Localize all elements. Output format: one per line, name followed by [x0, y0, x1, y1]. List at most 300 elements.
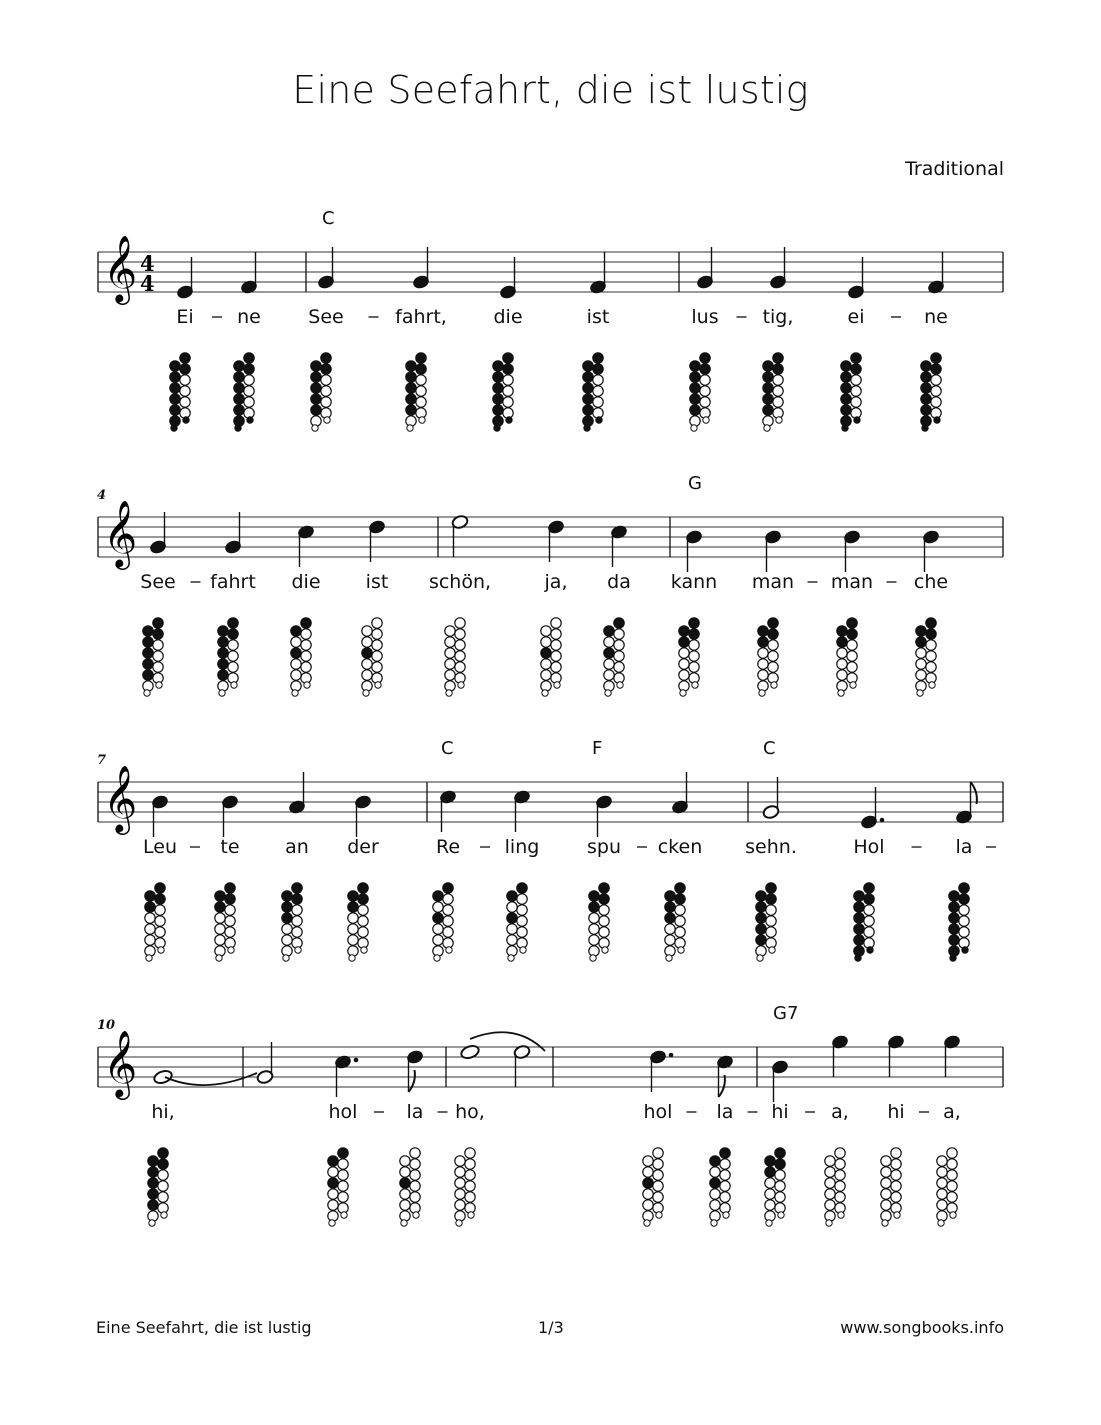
lyric-syllable: Re	[435, 836, 461, 858]
lyric-syllable: hi	[771, 1101, 789, 1123]
fingering-hole	[758, 659, 768, 669]
fingering-hole	[937, 1156, 947, 1166]
fingering-hole	[938, 1220, 944, 1226]
fingering-hole	[143, 626, 153, 636]
fingering-hole	[926, 651, 936, 661]
fingering-hole	[145, 924, 155, 934]
chord-symbol: C	[763, 738, 776, 759]
fingering-hole	[311, 361, 321, 371]
fingering-hole	[666, 955, 672, 961]
fingering-hole	[766, 1220, 772, 1226]
fingering-hole	[282, 913, 292, 923]
fingering-hole	[959, 905, 969, 915]
lyric-syllable: hol	[643, 1101, 673, 1123]
fingering-hole	[443, 916, 453, 926]
fingering-hole	[218, 670, 228, 680]
fingering-hole	[922, 425, 928, 431]
lyric-syllable: See	[308, 306, 344, 328]
fingering-hole	[775, 1159, 785, 1169]
fingering-hole	[950, 1212, 956, 1218]
fingering-hole	[720, 1170, 730, 1180]
fingering-hole	[155, 905, 165, 915]
fingering-hole	[225, 927, 235, 937]
fingering-hole	[362, 659, 372, 669]
fingering-hole	[416, 353, 426, 363]
fingering-hole	[775, 1148, 785, 1158]
fingering-hole	[766, 883, 776, 893]
fingering-hole	[700, 375, 710, 385]
fingering-hole	[690, 394, 700, 404]
fingering-hole	[362, 637, 372, 647]
fingering-hole	[228, 640, 238, 650]
fingering-hole	[183, 417, 189, 423]
fingering-hole	[445, 648, 455, 658]
fingering-hole	[931, 397, 941, 407]
page-number: 1/3	[538, 1318, 564, 1337]
fingering-hole	[143, 670, 153, 680]
fingering-hole	[215, 902, 225, 912]
fingering-hole	[551, 618, 561, 628]
fingering-hole	[842, 425, 848, 431]
fingering-hole	[304, 682, 310, 688]
fingering-hole	[926, 662, 936, 672]
fingering-hole	[653, 1148, 663, 1158]
note-head	[460, 1044, 481, 1060]
fingering-hole	[170, 372, 180, 382]
fingering-hole	[348, 891, 358, 901]
fingering-hole	[921, 383, 931, 393]
chord-symbol: C	[322, 208, 335, 229]
fingering-hole	[675, 916, 685, 926]
fingering-hole	[710, 1178, 720, 1188]
fingering-hole	[468, 1212, 474, 1218]
fingering-hole	[508, 955, 514, 961]
fingering-hole	[931, 353, 941, 363]
fingering-hole	[295, 947, 301, 953]
fingering-hole	[328, 1156, 338, 1166]
fingering-hole	[835, 1159, 845, 1169]
song-title: Eine Seefahrt, die ist lustig	[292, 68, 809, 112]
fingering-hole	[835, 1148, 845, 1158]
fingering-hole	[416, 375, 426, 385]
fingering-hole	[837, 648, 847, 658]
fingering-hole	[328, 1200, 338, 1210]
fingering-hole	[228, 618, 238, 628]
fingering-hole	[493, 361, 503, 371]
fingering-hole	[372, 618, 382, 628]
fingering-hole	[215, 935, 225, 945]
fingering-hole	[503, 397, 513, 407]
fingering-hole	[773, 364, 783, 374]
fingering-hole	[826, 1220, 832, 1226]
chord-symbol: G7	[773, 1003, 799, 1024]
fingering-hole	[665, 902, 675, 912]
fingering-hole	[445, 626, 455, 636]
fingering-hole	[517, 883, 527, 893]
fingering-hole	[720, 1159, 730, 1169]
fingering-hole	[145, 913, 155, 923]
fingering-hole	[864, 883, 874, 893]
fingering-hole	[759, 690, 765, 696]
lyric-syllable: a,	[943, 1101, 961, 1123]
fingering-hole	[292, 916, 302, 926]
fingering-hole	[231, 682, 237, 688]
fingering-hole	[763, 372, 773, 382]
fingering-hole	[926, 640, 936, 650]
fingering-hole	[665, 924, 675, 934]
fingering-hole	[406, 394, 416, 404]
site-url: www.songbooks.info	[840, 1318, 1004, 1337]
fingering-hole	[443, 905, 453, 915]
fingering-hole	[758, 626, 768, 636]
fingering-hole	[854, 935, 864, 945]
fingering-hole	[329, 1220, 335, 1226]
lyric-syllable: la	[955, 836, 973, 858]
fingering-hole	[503, 375, 513, 385]
fingering-hole	[931, 386, 941, 396]
fingering-hole	[583, 361, 593, 371]
fingering-hole	[507, 891, 517, 901]
fingering-hole	[443, 894, 453, 904]
fingering-hole	[158, 1148, 168, 1158]
measure-number: 7	[97, 753, 107, 768]
fingering-hole	[225, 916, 235, 926]
fingering-hole	[949, 891, 959, 901]
fingering-hole	[180, 375, 190, 385]
lyric-syllable: la	[406, 1101, 424, 1123]
fingering-hole	[349, 955, 355, 961]
fingering-hole	[720, 1192, 730, 1202]
lyric-syllable: da	[607, 571, 631, 593]
fingering-hole	[692, 682, 698, 688]
fingering-hole	[234, 383, 244, 393]
fingering-hole	[234, 405, 244, 415]
fingering-hole	[825, 1167, 835, 1177]
fingering-hole	[599, 894, 609, 904]
fingering-hole	[850, 682, 856, 688]
fingering-hole	[234, 372, 244, 382]
lyric-syllable: kann	[670, 571, 718, 593]
fingering-hole	[419, 417, 425, 423]
fingering-hole	[926, 629, 936, 639]
fingering-hole	[292, 927, 302, 937]
lyric-syllable: che	[913, 571, 949, 593]
fingering-hole	[604, 659, 614, 669]
fingering-hole	[768, 618, 778, 628]
fingering-hole	[311, 394, 321, 404]
measure-number: 4	[97, 488, 107, 503]
fingering-hole	[434, 955, 440, 961]
lyric-syllable: Hol	[853, 836, 885, 858]
fingering-hole	[891, 1170, 901, 1180]
fingering-hole	[847, 629, 857, 639]
fingering-hole	[614, 662, 624, 672]
fingering-hole	[881, 1200, 891, 1210]
fingering-hole	[841, 383, 851, 393]
fingering-hole	[321, 397, 331, 407]
fingering-hole	[148, 1200, 158, 1210]
lyric-syllable: tig,	[762, 306, 794, 328]
fingering-hole	[841, 361, 851, 371]
fingering-hole	[155, 916, 165, 926]
fingering-hole	[690, 405, 700, 415]
fingering-hole	[599, 916, 609, 926]
fingering-hole	[756, 902, 766, 912]
lyric-syllable: See	[140, 571, 176, 593]
fingering-hole	[881, 1189, 891, 1199]
fingering-hole	[916, 648, 926, 658]
lyric-syllable: der	[347, 836, 379, 858]
fingering-hole	[959, 894, 969, 904]
fingering-hole	[675, 894, 685, 904]
fingering-hole	[247, 417, 253, 423]
fingering-hole	[605, 690, 611, 696]
fingering-hole	[145, 902, 155, 912]
fingering-hole	[864, 927, 874, 937]
fingering-hole	[763, 361, 773, 371]
fingering-hole	[372, 640, 382, 650]
fingering-hole	[292, 883, 302, 893]
fingering-hole	[493, 405, 503, 415]
lyric-syllable: Leu	[143, 836, 177, 858]
lyric-syllable: Ei	[176, 306, 194, 328]
fingering-hole	[711, 1220, 717, 1226]
lyric-syllable: ling	[504, 836, 540, 858]
fingering-hole	[291, 659, 301, 669]
fingering-hole	[590, 955, 596, 961]
fingering-hole	[881, 1156, 891, 1166]
composer: Traditional	[905, 158, 1004, 180]
fingering-hole	[362, 670, 372, 680]
fingering-hole	[321, 364, 331, 374]
fingering-hole	[757, 955, 763, 961]
fingering-hole	[766, 894, 776, 904]
fingering-hole	[653, 1181, 663, 1191]
fingering-hole	[891, 1181, 901, 1191]
fingering-hole	[917, 690, 923, 696]
fingering-hole	[358, 905, 368, 915]
note-flag	[719, 1075, 725, 1097]
fingering-hole	[153, 640, 163, 650]
fingering-hole	[700, 397, 710, 407]
fingering-hole	[406, 372, 416, 382]
fingering-hole	[507, 935, 517, 945]
fingering-hole	[143, 637, 153, 647]
fingering-hole	[593, 364, 603, 374]
fingering-hole	[155, 927, 165, 937]
lyric-syllable: man	[751, 571, 795, 593]
fingering-hole	[416, 364, 426, 374]
note-dot	[354, 1058, 359, 1063]
fingering-hole	[763, 405, 773, 415]
fingering-hole	[690, 383, 700, 393]
fingering-hole	[851, 386, 861, 396]
fingering-hole	[503, 364, 513, 374]
fingering-hole	[551, 629, 561, 639]
fingering-hole	[445, 637, 455, 647]
lyric-syllable: spu	[586, 836, 622, 858]
fingering-hole	[593, 397, 603, 407]
fingering-hole	[324, 417, 330, 423]
fingering-hole	[283, 955, 289, 961]
fingering-hole	[926, 618, 936, 628]
fingering-hole	[720, 1181, 730, 1191]
fingering-hole	[455, 618, 465, 628]
fingering-hole	[854, 913, 864, 923]
fingering-hole	[765, 1189, 775, 1199]
fingering-hole	[643, 1156, 653, 1166]
fingering-hole	[838, 1212, 844, 1218]
fingering-hole	[851, 375, 861, 385]
fingering-hole	[959, 883, 969, 893]
note-dot	[669, 1053, 674, 1058]
fingering-hole	[835, 1170, 845, 1180]
fingering-hole	[158, 1181, 168, 1191]
fingering-hole	[854, 924, 864, 934]
fingering-hole	[517, 905, 527, 915]
fingering-hole	[947, 1170, 957, 1180]
fingering-hole	[604, 670, 614, 680]
fingering-hole	[881, 1167, 891, 1177]
fingering-hole	[312, 425, 318, 431]
fingering-hole	[416, 397, 426, 407]
fingering-hole	[837, 626, 847, 636]
fingering-hole	[400, 1167, 410, 1177]
lyric-syllable: cken	[657, 836, 703, 858]
note-flag	[971, 782, 977, 804]
fingering-hole	[602, 947, 608, 953]
fingering-hole	[144, 690, 150, 696]
fingering-hole	[921, 361, 931, 371]
fingering-hole	[703, 417, 709, 423]
fingering-hole	[433, 891, 443, 901]
fingering-hole	[171, 425, 177, 431]
fingering-hole	[589, 891, 599, 901]
lyric-syllable: hol	[328, 1101, 358, 1123]
fingering-hole	[599, 883, 609, 893]
fingering-hole	[228, 629, 238, 639]
fingering-hole	[604, 626, 614, 636]
fingering-hole	[665, 935, 675, 945]
fingering-hole	[153, 651, 163, 661]
fingering-hole	[778, 1212, 784, 1218]
fingering-hole	[401, 1220, 407, 1226]
fingering-hole	[765, 1200, 775, 1210]
fingering-hole	[458, 682, 464, 688]
fingering-hole	[851, 353, 861, 363]
fingering-hole	[700, 386, 710, 396]
fingering-hole	[825, 1178, 835, 1188]
fingering-hole	[148, 1178, 158, 1188]
chord-symbol: G	[688, 473, 702, 494]
fingering-hole	[400, 1189, 410, 1199]
fingering-hole	[244, 386, 254, 396]
fingering-hole	[758, 637, 768, 647]
fingering-hole	[763, 394, 773, 404]
fingering-hole	[679, 637, 689, 647]
lyric-syllable: man	[830, 571, 874, 593]
fingering-hole	[851, 397, 861, 407]
treble-clef: 𝄞	[103, 234, 138, 302]
fingering-hole	[228, 947, 234, 953]
fingering-hole	[959, 916, 969, 926]
fingering-hole	[503, 353, 513, 363]
fingering-hole	[689, 651, 699, 661]
lyric-syllable: ne	[924, 306, 948, 328]
fingering-hole	[406, 405, 416, 415]
fingering-hole	[689, 618, 699, 628]
lyric-syllable: die	[291, 571, 321, 593]
fingering-hole	[773, 397, 783, 407]
fingering-hole	[937, 1200, 947, 1210]
fingering-hole	[301, 651, 311, 661]
fingering-hole	[756, 913, 766, 923]
fingering-hole	[921, 405, 931, 415]
fingering-hole	[723, 1212, 729, 1218]
fingering-hole	[153, 629, 163, 639]
fingering-hole	[234, 361, 244, 371]
fingering-hole	[170, 405, 180, 415]
fingering-hole	[155, 883, 165, 893]
fingering-hole	[929, 682, 935, 688]
fingering-hole	[156, 682, 162, 688]
fingering-hole	[653, 1170, 663, 1180]
fingering-hole	[710, 1200, 720, 1210]
note-dot	[880, 818, 885, 823]
fingering-hole	[170, 383, 180, 393]
fingering-hole	[455, 651, 465, 661]
fingering-hole	[158, 947, 164, 953]
fingering-hole	[604, 637, 614, 647]
fingering-hole	[765, 1156, 775, 1166]
fingering-hole	[541, 659, 551, 669]
fingering-hole	[372, 662, 382, 672]
lyric-syllable: ho,	[455, 1101, 485, 1123]
fingering-hole	[653, 1159, 663, 1169]
fingering-hole	[282, 935, 292, 945]
fingering-hole	[656, 1212, 662, 1218]
fingering-hole	[775, 1181, 785, 1191]
fingering-hole	[455, 1156, 465, 1166]
fingering-hole	[589, 902, 599, 912]
fingering-hole	[947, 1159, 957, 1169]
fingering-hole	[758, 670, 768, 680]
fingering-hole	[921, 372, 931, 382]
fingering-hole	[215, 913, 225, 923]
fingering-hole	[773, 386, 783, 396]
fingering-hole	[614, 629, 624, 639]
fingering-hole	[835, 1192, 845, 1202]
fingering-hole	[678, 947, 684, 953]
fingering-hole	[517, 894, 527, 904]
fingering-hole	[916, 626, 926, 636]
fingering-hole	[589, 913, 599, 923]
fingering-hole	[700, 353, 710, 363]
fingering-hole	[689, 662, 699, 672]
fingering-hole	[756, 891, 766, 901]
fingering-hole	[773, 353, 783, 363]
fingering-hole	[825, 1200, 835, 1210]
fingering-hole	[301, 629, 311, 639]
fingering-hole	[455, 1167, 465, 1177]
fingering-hole	[773, 375, 783, 385]
fingering-hole	[867, 947, 873, 953]
fingering-hole	[455, 1178, 465, 1188]
fingering-hole	[617, 682, 623, 688]
fingering-hole	[653, 1192, 663, 1202]
fingering-hole	[769, 947, 775, 953]
fingering-hole	[228, 651, 238, 661]
